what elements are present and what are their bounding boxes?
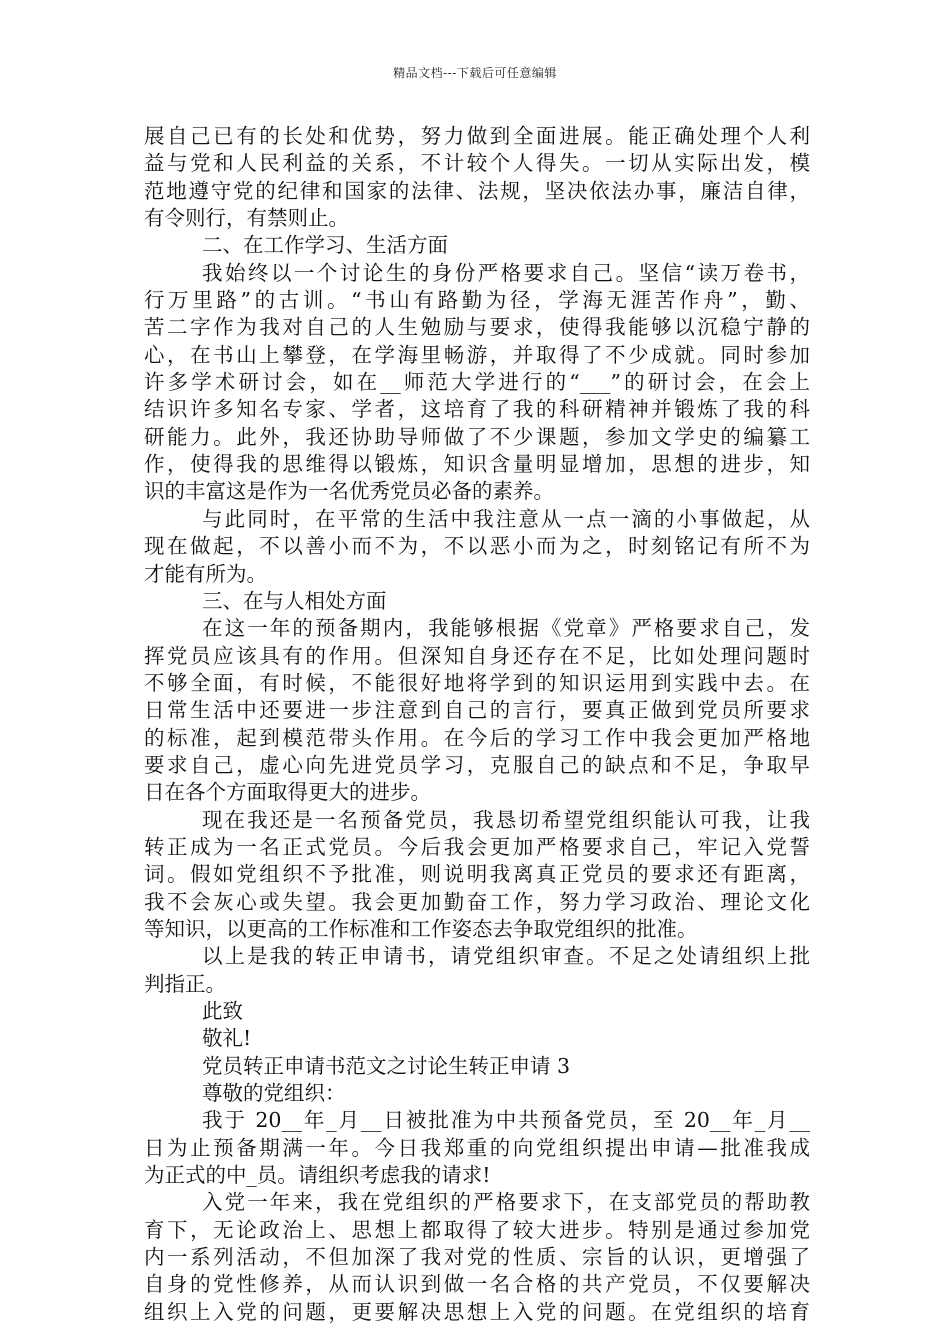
text-line: 判指正。 [144, 971, 226, 996]
text-line: 三、在与人相处方面 [202, 588, 387, 613]
text-line: 结识许多知名专家、学者，这培育了我的科研精神并锻炼了我的科 [144, 397, 810, 422]
text-line: 现在做起，不以善小而不为，不以恶小而为之，时刻铭记有所不为 [144, 534, 810, 559]
text-line: 词。假如党组织不予批准，则说明我离真正党员的要求还有距离， [144, 862, 810, 887]
page-header: 精品文档---下载后可任意编辑 [393, 66, 557, 80]
text-line: 我不会灰心或失望。我会更加勤奋工作，努力学习政治、理论文化 [144, 889, 810, 914]
text-line: 在这一年的预备期内，我能够根据《党章》严格要求自己，发 [202, 616, 810, 641]
text-line: 展自己已有的长处和优势，努力做到全面进展。能正确处理个人利 [144, 124, 810, 148]
text-line: 行万里路”的古训。“书山有路勤为径，学海无涯苦作舟”，勤、 [144, 288, 810, 313]
text-line: 日为止预备期满一年。今日我郑重的向党组织提出申请—批准我成 [144, 1135, 810, 1160]
text-line: 不够全面，有时候，不能很好地将学到的知识运用到实践中去。在 [144, 670, 810, 695]
document-body [144, 123, 810, 1326]
text-line: 日在各个方面取得更大的进步。 [144, 780, 431, 805]
text-line: 作，使得我的思维得以锻炼，知识含量明显增加，思想的进步，知 [144, 452, 810, 477]
text-line: 有令则行，有禁则止。 [144, 206, 349, 231]
text-line: 识的丰富这是作为一名优秀党员必备的素养。 [144, 479, 554, 504]
text-line: 与此同时，在平常的生活中我注意从一点一滴的小事做起，从 [202, 506, 810, 531]
text-line: 党员转正申请书范文之讨论生转正申请 3 [202, 1053, 571, 1078]
text-line: 以上是我的转正申请书，请党组织审查。不足之处请组织上批 [202, 944, 810, 969]
text-line: 研能力。此外，我还协助导师做了不少课题，参加文学史的编纂工 [144, 424, 810, 449]
text-line: 此致 [202, 999, 243, 1023]
text-line: 育下，无论政治上、思想上都取得了较大进步。特别是通过参加党 [144, 1217, 810, 1242]
text-line: 为正式的中_员。请组织考虑我的请求! [144, 1163, 491, 1188]
text-line: 心，在书山上攀登，在学海里畅游，并取得了不少成就。同时参加 [144, 342, 810, 367]
text-line: 要求自己，虚心向先进党员学习，克服自己的缺点和不足，争取早 [144, 752, 810, 777]
text-line: 尊敬的党组织： [202, 1081, 346, 1106]
text-line: 自身的党性修养，从而认识到做一名合格的共产党员，不仅要解决 [144, 1272, 810, 1297]
text-line: 入党一年来，我在党组织的严格要求下，在支部党员的帮助教 [202, 1190, 810, 1215]
text-line: 转正成为一名正式党员。今后我会更加严格要求自己，牢记入党誓 [144, 834, 810, 859]
text-line: 我始终以一个讨论生的身份严格要求自己。坚信“读万卷书， [202, 260, 810, 285]
text-line: 组织上入党的问题，更要解决思想上入党的问题。在党组织的培育 [144, 1299, 810, 1324]
text-line: 等知识，以更高的工作标准和工作姿态去争取党组织的批准。 [144, 916, 698, 941]
text-line: 许多学术研讨会，如在__师范大学进行的“___”的研讨会，在会上 [144, 370, 810, 395]
text-line: 内一系列活动，不但加深了我对党的性质、宗旨的认识，更增强了 [144, 1245, 810, 1270]
text-line: 我于 20__年_月__日被批准为中共预备党员，至 20__年_月__ [202, 1108, 810, 1133]
text-line: 日常生活中还要进一步注意到自己的言行，要真正做到党员所要求 [144, 698, 810, 723]
text-line: 才能有所为。 [144, 561, 267, 586]
text-line: 益与党和人民利益的关系，不计较个人得失。一切从实际出发，模 [144, 151, 810, 176]
text-line: 范地遵守党的纪律和国家的法律、法规，坚决依法办事，廉洁自律， [144, 178, 810, 203]
text-line: 苦二字作为我对自己的人生勉励与要求，使得我能够以沉稳宁静的 [144, 315, 810, 340]
text-line: 的标准，起到模范带头作用。在今后的学习工作中我会更加严格地 [144, 725, 810, 750]
text-line: 敬礼! [202, 1026, 252, 1051]
text-line: 现在我还是一名预备党员，我恳切希望党组织能认可我，让我 [202, 807, 810, 832]
text-line: 二、在工作学习、生活方面 [202, 233, 448, 258]
text-line: 挥党员应该具有的作用。但深知自身还存在不足，比如处理问题时 [144, 643, 810, 668]
